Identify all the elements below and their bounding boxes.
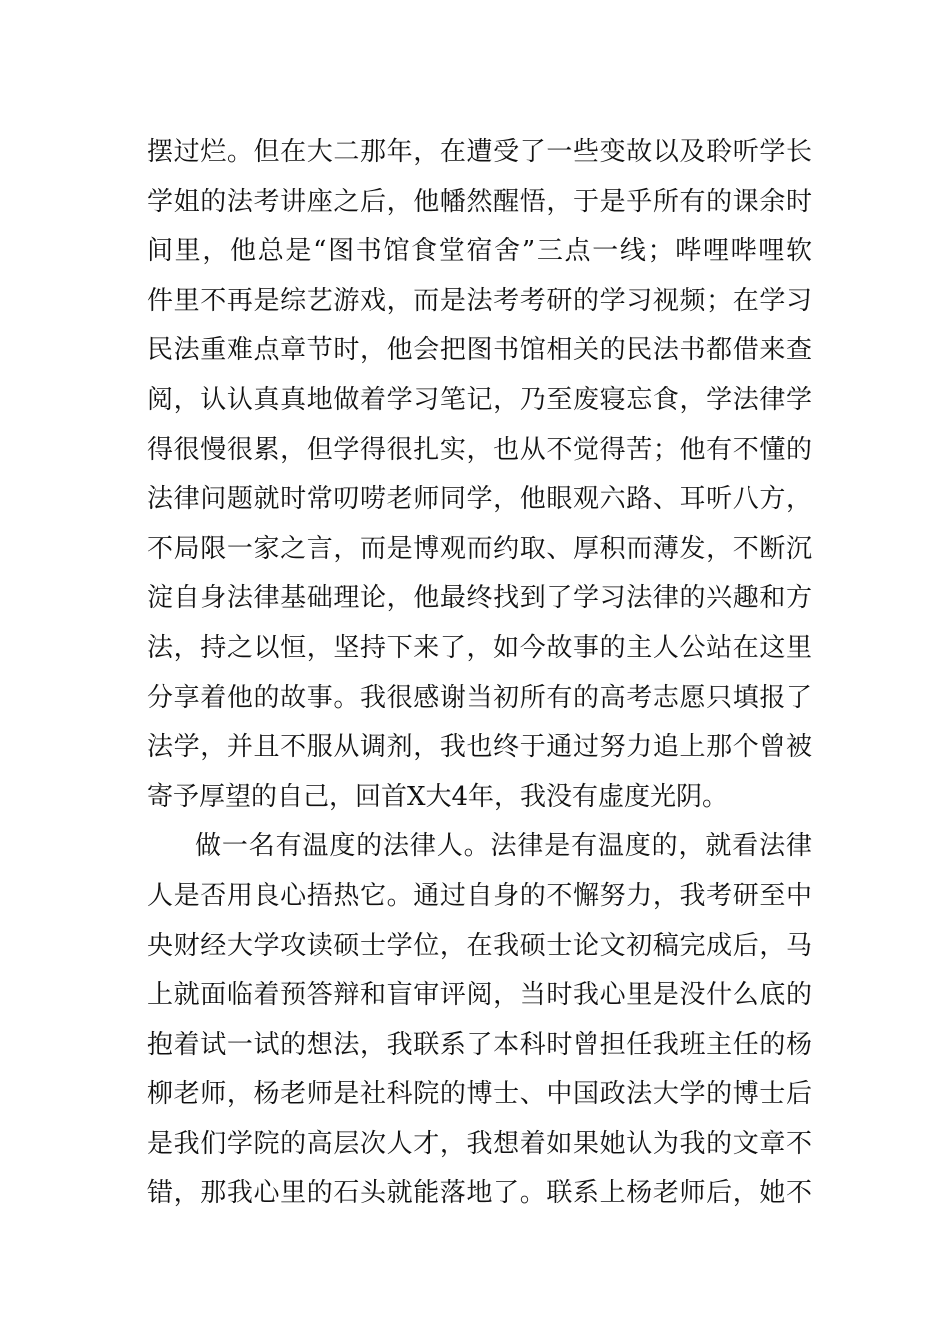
text-line: 淀自身法律基础理论，他最终找到了学习法律的兴趣和方 [147, 583, 812, 614]
text-line: 间里，他总是“图书馆食堂宿舍”三点一线；哔哩哔哩软 [147, 236, 812, 267]
paragraph-2 [147, 822, 812, 1219]
text-line: 学姐的法考讲座之后，他幡然醒悟，于是乎所有的课余时 [147, 186, 812, 217]
text-line: 上就面临着预答辩和盲审评阅，当时我心里是没什么底的 [147, 980, 812, 1011]
text-line: 柳老师，杨老师是社科院的博士、中国政法大学的博士后 [147, 1079, 812, 1110]
body-text [147, 128, 812, 1219]
text-line: 不局限一家之言，而是博观而约取、厚积而薄发，不断沉 [147, 533, 812, 564]
text-line: 件里不再是综艺游戏，而是法考考研的学习视频；在学习 [147, 285, 812, 316]
text-line: 摆过烂。但在大二那年，在遭受了一些变故以及聆听学长 [147, 137, 812, 167]
text-line: 阅，认认真真地做着学习笔记，乃至废寝忘食，学法律学 [147, 384, 812, 415]
text-line: 得很慢很累，但学得很扎实，也从不觉得苦；他有不懂的 [147, 434, 812, 465]
text-line: 人是否用良心捂热它。通过自身的不懈努力，我考研至中 [147, 880, 812, 911]
paragraph-1 [147, 128, 812, 822]
text-line: 做一名有温度的法律人。法律是有温度的，就看法律 [195, 831, 812, 862]
text-line: 法，持之以恒，坚持下来了，如今故事的主人公站在这里 [147, 632, 812, 663]
text-line: 分享着他的故事。我很感谢当初所有的高考志愿只填报了 [147, 682, 812, 713]
text-line: 抱着试一试的想法，我联系了本科时曾担任我班主任的杨 [147, 1029, 812, 1060]
text-line: 法学，并且不服从调剂，我也终于通过努力追上那个曾被 [147, 732, 812, 763]
text-line: 是我们学院的高层次人才，我想着如果她认为我的文章不 [147, 1128, 812, 1159]
text-line: 寄予厚望的自己，回首X大4年，我没有虚度光阴。 [147, 781, 729, 812]
text-line: 法律问题就时常叨唠老师同学，他眼观六路、耳听八方， [147, 484, 812, 515]
text-line: 民法重难点章节时，他会把图书馆相关的民法书都借来查 [147, 335, 812, 366]
text-line: 央财经大学攻读硕士学位，在我硕士论文初稿完成后，马 [147, 930, 812, 961]
text-line: 错，那我心里的石头就能落地了。联系上杨老师后，她不 [147, 1178, 812, 1209]
